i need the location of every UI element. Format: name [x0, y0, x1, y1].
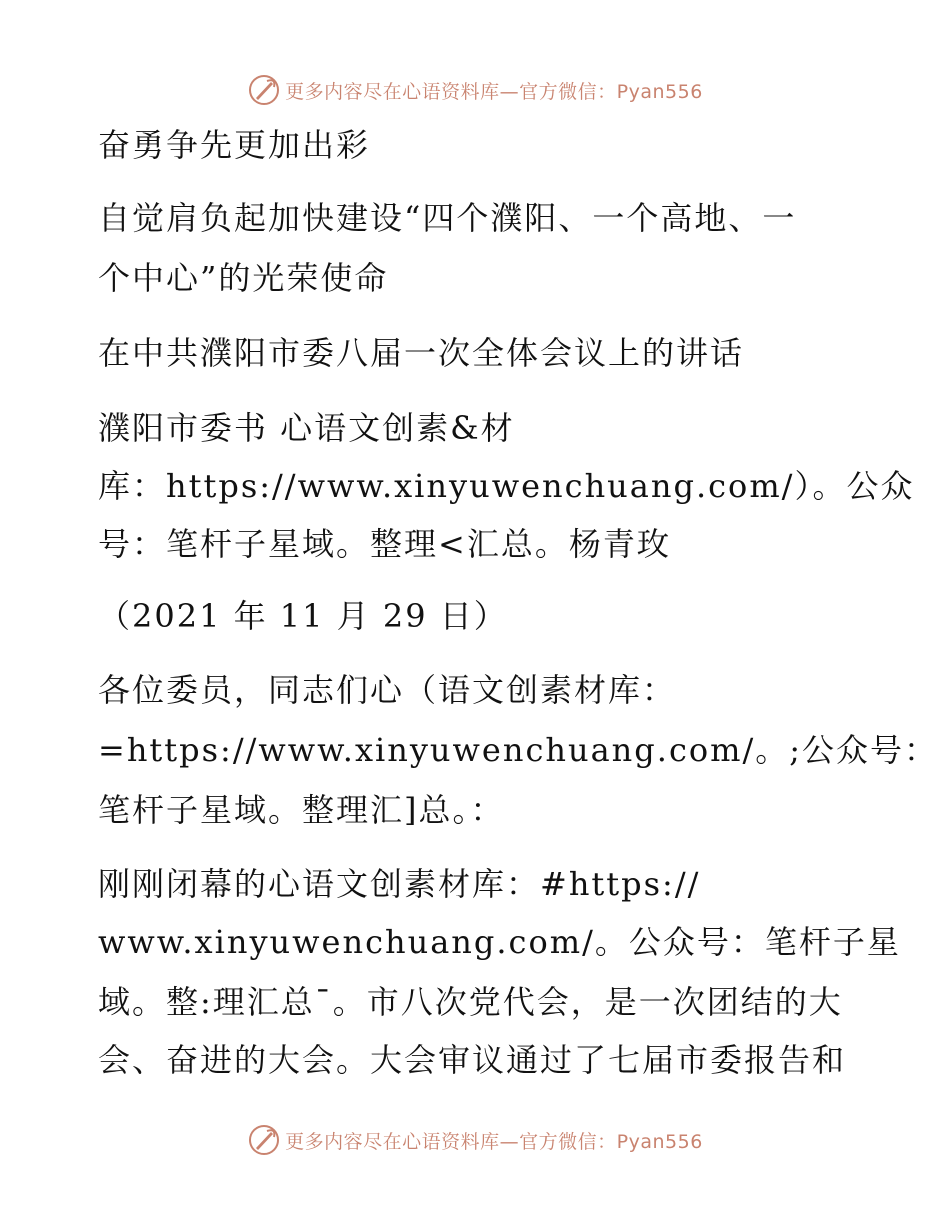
- author-line-2: 库：https://www.xinyuwenchuang.com/）。公众: [98, 467, 915, 505]
- body-line-1: 刚刚闭幕的心语文创素材库：#https://: [98, 865, 701, 903]
- doc-subtitle-line-1: 自觉肩负起加快建设“四个濮阳、一个高地、一: [98, 199, 797, 237]
- watermark-text-bottom: 更多内容尽在心语资料库—官方微信：Pyan556: [285, 1130, 703, 1153]
- watermark-text-top: 更多内容尽在心语资料库—官方微信：Pyan556: [285, 80, 703, 103]
- author-line-1: 濮阳市委书 心语文创素&材: [98, 409, 515, 447]
- date-line: （2021 年 11 月 29 日）: [98, 597, 508, 635]
- doc-title-line: 奋勇争先更加出彩: [98, 126, 371, 164]
- greeting-line-2: =https://www.xinyuwenchuang.com/。;公众号：: [98, 731, 939, 769]
- body-line-2: www.xinyuwenchuang.com/。公众号：笔杆子星: [98, 923, 901, 961]
- header-watermark: [0, 70, 950, 110]
- quill-logo-icon: [247, 1123, 281, 1157]
- greeting-line-1: 各位委员，同志们心（语文创素材库：: [98, 671, 677, 709]
- body-line-3: 域。整:理汇总¯。市八次党代会，是一次团结的大: [98, 983, 843, 1021]
- doc-occasion-line: 在中共濮阳市委八届一次全体会议上的讲话: [98, 334, 745, 372]
- body-line-4: 会、奋进的大会。大会审议通过了七届市委报告和: [98, 1041, 847, 1079]
- footer-watermark: [0, 1120, 950, 1160]
- quill-logo-icon: [247, 73, 281, 107]
- greeting-line-3: 笔杆子星域。整理汇]总。：: [98, 791, 505, 829]
- author-line-3: 号：笔杆子星域。整理<汇总。杨青玫: [98, 525, 671, 563]
- doc-subtitle-line-2: 个中心”的光荣使命: [98, 259, 389, 297]
